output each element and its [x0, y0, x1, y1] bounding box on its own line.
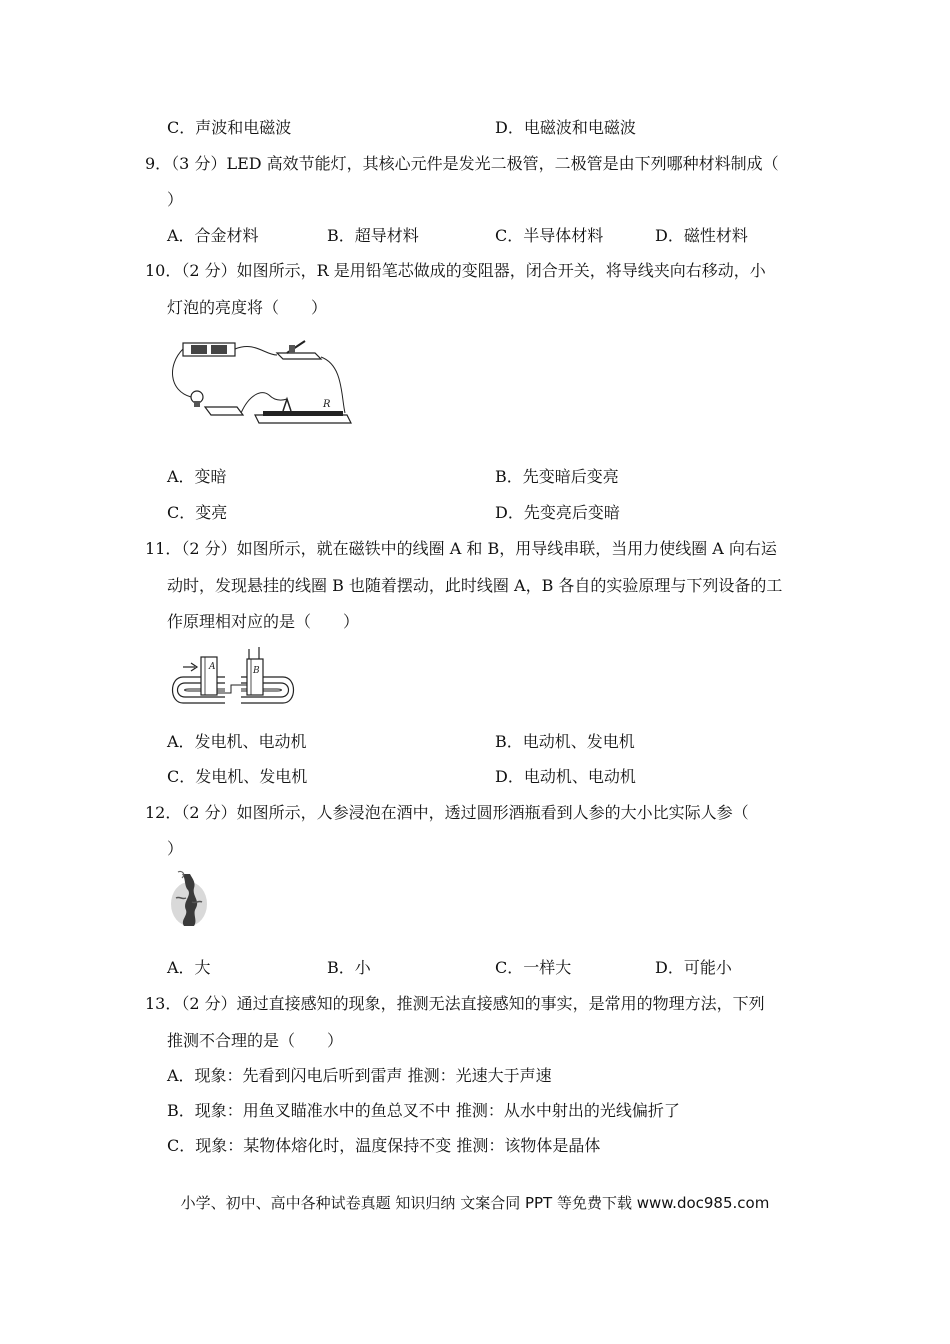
switch-icon	[277, 341, 321, 359]
q11-stem-line1: 11．（2 分）如图所示，就在磁铁中的线圈 A 和 B，用导线串联，当用力使线圈 A 向右运	[145, 539, 777, 558]
pencil-lead-rheostat-icon	[255, 399, 351, 423]
q12-option-c: C．一样大	[495, 958, 572, 977]
q11-option-c: C．发电机、发电机	[167, 767, 308, 786]
q8-option-c: C．声波和电磁波	[167, 118, 292, 137]
coil-a-label: A	[209, 662, 216, 672]
q11-stem-line3: 作原理相对应的是（ ）	[167, 612, 360, 631]
rheostat-label: R	[323, 399, 331, 410]
q10-option-c: C．变亮	[167, 503, 228, 522]
coils-in-magnets-figure	[165, 645, 301, 711]
q10-option-d: D．先变亮后变暗	[495, 503, 620, 522]
q9-option-b: B．超导材料	[327, 226, 419, 245]
ginseng-in-bottle-icon	[171, 871, 207, 926]
q11-option-b: B．电动机、发电机	[495, 732, 635, 751]
page-footer: 小学、初中、高中各种试卷真题 知识归纳 文案合同 PPT 等免费下载 www.doc985.com	[180, 1194, 770, 1212]
q11-option-a: A．发电机、电动机	[167, 732, 307, 751]
q12-stem-line2: ）	[167, 839, 184, 858]
q10-stem-line2: 灯泡的亮度将（ ）	[167, 298, 328, 317]
q9-option-d: D．磁性材料	[655, 226, 748, 245]
q9-option-c: C．半导体材料	[495, 226, 604, 245]
q10-stem-line1: 10．（2 分）如图所示，R 是用铅笔芯做成的变阻器，闭合开关，将导线夹向右移动，小	[145, 261, 766, 280]
q13-option-c: C．现象：某物体熔化时，温度保持不变 推测：该物体是晶体	[167, 1136, 601, 1155]
q12-stem-line1: 12．（2 分）如图所示，人参浸泡在酒中，透过圆形酒瓶看到人参的大小比实际人参（	[145, 803, 749, 822]
q8-option-d: D．电磁波和电磁波	[495, 118, 636, 137]
q10-option-b: B．先变暗后变亮	[495, 467, 619, 486]
q12-option-b: B．小	[327, 958, 371, 977]
q11-stem-line2: 动时，发现悬挂的线圈 B 也随着摆动，此时线圈 A，B 各自的实验原理与下列设备的工	[167, 576, 783, 595]
bulb-icon	[191, 391, 243, 415]
q9-option-a: A．合金材料	[167, 226, 259, 245]
coil-b-label: B	[253, 666, 260, 676]
q10-option-a: A．变暗	[167, 467, 227, 486]
rheostat-circuit-figure	[165, 335, 357, 433]
q11-option-d: D．电动机、电动机	[495, 767, 636, 786]
q13-stem-line2: 推测不合理的是（ ）	[167, 1031, 344, 1050]
q13-option-b: B．现象：用鱼叉瞄准水中的鱼总叉不中 推测：从水中射出的光线偏折了	[167, 1101, 680, 1120]
ginseng-bottle-figure	[168, 868, 210, 930]
battery-icon	[183, 343, 235, 356]
q9-stem-line2: ）	[167, 190, 184, 209]
q9-stem-line1: 9．（3 分）LED 高效节能灯，其核心元件是发光二极管，二极管是由下列哪种材料制成（	[145, 154, 779, 173]
q13-stem-line1: 13．（2 分）通过直接感知的现象，推测无法直接感知的事实，是常用的物理方法，下列	[145, 994, 765, 1013]
q12-option-d: D．可能小	[655, 958, 732, 977]
q13-option-a: A．现象：先看到闪电后听到雷声 推测：光速大于声速	[167, 1066, 552, 1085]
q12-option-a: A．大	[167, 958, 211, 977]
